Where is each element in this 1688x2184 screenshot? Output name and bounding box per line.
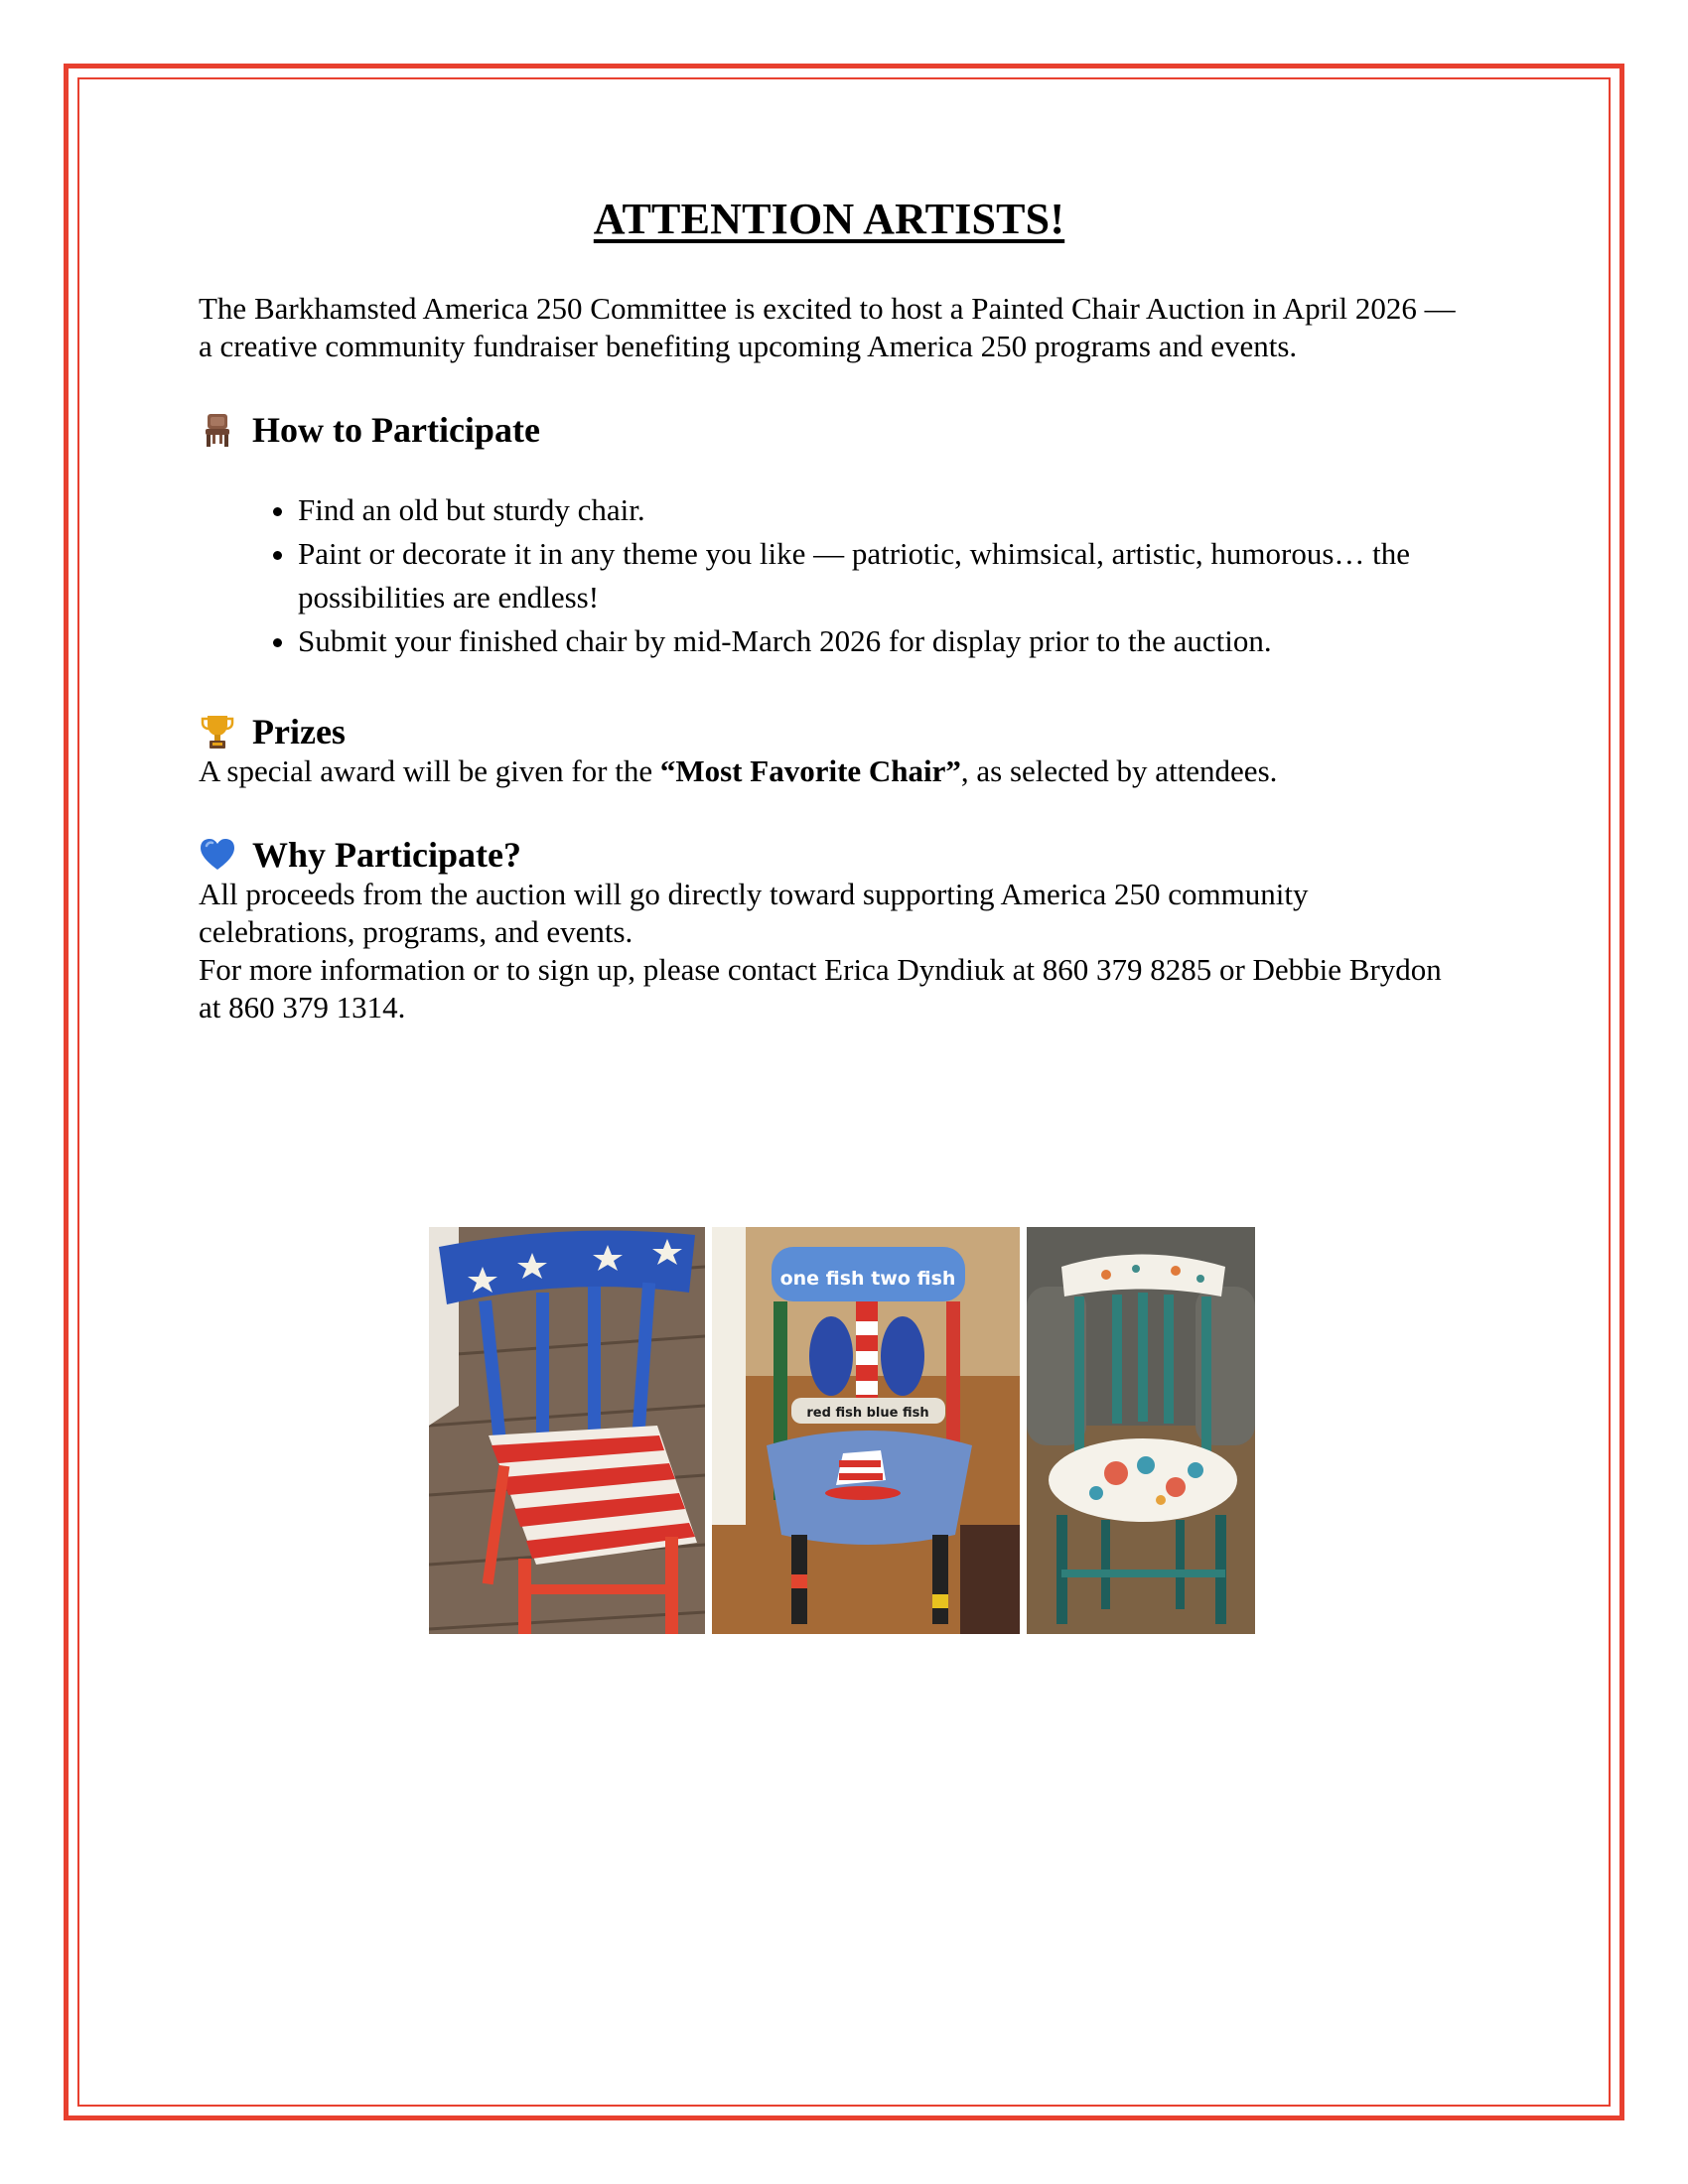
patriotic-chair-photo bbox=[429, 1227, 705, 1634]
seuss-bottom-text: red fish blue fish bbox=[806, 1406, 929, 1421]
seuss-chair-photo bbox=[712, 1227, 1020, 1634]
blue-heart-icon bbox=[199, 836, 236, 874]
chair-icon bbox=[199, 411, 236, 449]
why-heading-text: Why Participate? bbox=[252, 835, 521, 875]
prize-text-end: , as selected by attendees. bbox=[960, 753, 1278, 788]
why-paragraph: All proceeds from the auction will go directly toward supporting America 250 community celebrations, programs, and events. bbox=[199, 877, 1309, 949]
prize-paragraph bbox=[199, 752, 1460, 790]
prizes-heading-text: Prizes bbox=[252, 712, 346, 751]
intro-paragraph: The Barkhamsted America 250 Committee is excited to host a Painted Chair Auction in April 2026 — a creative community fundraiser benefiting upcoming America 250 programs and events. bbox=[199, 291, 1456, 363]
prize-text-start: A special award will be given for the bbox=[199, 753, 660, 788]
how-heading-text: How to Participate bbox=[252, 410, 540, 450]
prizes-heading bbox=[199, 711, 1460, 752]
floral-chair-photo bbox=[1027, 1227, 1255, 1634]
why-participate-heading bbox=[199, 834, 1460, 876]
list-item: • Find an old but sturdy chair. bbox=[298, 488, 1460, 532]
trophy-icon bbox=[199, 713, 236, 751]
list-item: • Paint or decorate it in any theme you like — patriotic, whimsical, artistic, humorous… the possibilities are endless! bbox=[298, 532, 1460, 619]
list-item: • Submit your finished chair by mid-March 2026 for display prior to the auction. bbox=[298, 619, 1460, 663]
prize-award-name: “Most Favorite Chair” bbox=[659, 753, 961, 788]
participation-steps-list bbox=[199, 488, 1460, 663]
contact-paragraph: For more information or to sign up, please contact Erica Dyndiuk at 860 379 8285 or Debbie Brydon at 860 379 1314. bbox=[199, 952, 1442, 1024]
flyer-content bbox=[199, 194, 1460, 1026]
page-title: ATTENTION ARTISTS! bbox=[593, 195, 1065, 243]
how-to-participate-heading bbox=[199, 409, 1460, 451]
chair-photos bbox=[429, 1227, 1255, 1634]
seuss-top-text: one fish two fish bbox=[779, 1268, 956, 1290]
